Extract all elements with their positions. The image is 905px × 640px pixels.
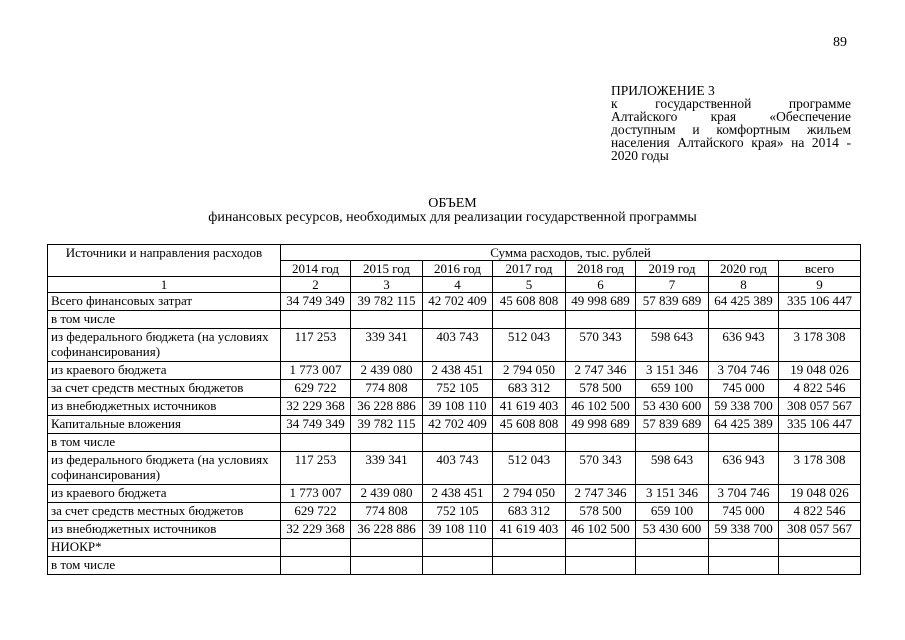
value-cell: 512 043 bbox=[493, 329, 566, 362]
value-cell: 39 782 115 bbox=[351, 416, 423, 434]
value-cell: 2 747 346 bbox=[566, 485, 636, 503]
value-cell: 39 782 115 bbox=[351, 293, 423, 311]
value-cell bbox=[281, 557, 351, 575]
table-row bbox=[48, 503, 861, 521]
year-header: 2014 год bbox=[281, 261, 351, 277]
row-label: за счет средств местных бюджетов bbox=[48, 503, 281, 521]
row-label: из краевого бюджета bbox=[48, 485, 281, 503]
value-cell bbox=[636, 311, 709, 329]
value-cell: 745 000 bbox=[709, 503, 779, 521]
value-cell: 117 253 bbox=[281, 452, 351, 485]
value-cell: 64 425 389 bbox=[709, 293, 779, 311]
value-cell: 34 749 349 bbox=[281, 293, 351, 311]
table-row bbox=[48, 434, 861, 452]
value-cell: 19 048 026 bbox=[779, 362, 861, 380]
year-header: 2016 год bbox=[423, 261, 493, 277]
value-cell bbox=[423, 557, 493, 575]
row-label: в том числе bbox=[48, 311, 281, 329]
value-cell: 3 178 308 bbox=[779, 329, 861, 362]
value-cell: 32 229 368 bbox=[281, 398, 351, 416]
value-cell bbox=[709, 557, 779, 575]
column-number: 5 bbox=[493, 277, 566, 293]
value-cell: 57 839 689 bbox=[636, 416, 709, 434]
header-row-column-numbers bbox=[48, 277, 861, 293]
value-cell: 59 338 700 bbox=[709, 521, 779, 539]
value-cell bbox=[351, 539, 423, 557]
table-row bbox=[48, 539, 861, 557]
row-label: Капитальные вложения bbox=[48, 416, 281, 434]
value-cell: 2 747 346 bbox=[566, 362, 636, 380]
value-cell: 2 439 080 bbox=[351, 485, 423, 503]
table-row bbox=[48, 380, 861, 398]
value-cell bbox=[779, 434, 861, 452]
value-cell: 512 043 bbox=[493, 452, 566, 485]
table-body bbox=[48, 293, 861, 575]
value-cell: 339 341 bbox=[351, 329, 423, 362]
value-cell: 3 178 308 bbox=[779, 452, 861, 485]
expenses-table bbox=[47, 244, 861, 575]
value-cell bbox=[566, 557, 636, 575]
value-cell bbox=[709, 434, 779, 452]
year-header: всего bbox=[779, 261, 861, 277]
document-title: ОБЪЕМ bbox=[428, 196, 477, 211]
value-cell bbox=[709, 539, 779, 557]
value-cell: 308 057 567 bbox=[779, 398, 861, 416]
value-cell: 39 108 110 bbox=[423, 521, 493, 539]
year-header: 2015 год bbox=[351, 261, 423, 277]
table-row bbox=[48, 452, 861, 485]
value-cell bbox=[566, 311, 636, 329]
table-row bbox=[48, 416, 861, 434]
value-cell: 2 438 451 bbox=[423, 485, 493, 503]
value-cell: 578 500 bbox=[566, 380, 636, 398]
table-row bbox=[48, 521, 861, 539]
value-cell bbox=[423, 539, 493, 557]
value-cell: 3 151 346 bbox=[636, 485, 709, 503]
value-cell bbox=[351, 557, 423, 575]
value-cell: 598 643 bbox=[636, 329, 709, 362]
value-cell: 3 704 746 bbox=[709, 485, 779, 503]
value-cell bbox=[493, 311, 566, 329]
value-cell: 774 808 bbox=[351, 503, 423, 521]
value-cell: 403 743 bbox=[423, 329, 493, 362]
row-label: Всего финансовых затрат bbox=[48, 293, 281, 311]
appendix-text: к государственной программе Алтайского края «Обеспечение доступным и комфортным жильем населения Алтайского края» на 2014 - 2020 годы bbox=[611, 96, 851, 163]
value-cell: 36 228 886 bbox=[351, 398, 423, 416]
value-cell: 42 702 409 bbox=[423, 416, 493, 434]
value-cell: 36 228 886 bbox=[351, 521, 423, 539]
year-header: 2019 год bbox=[636, 261, 709, 277]
value-cell: 659 100 bbox=[636, 503, 709, 521]
column-number: 1 bbox=[48, 277, 281, 293]
value-cell: 578 500 bbox=[566, 503, 636, 521]
table-row bbox=[48, 485, 861, 503]
value-cell: 636 943 bbox=[709, 329, 779, 362]
row-label: из краевого бюджета bbox=[48, 362, 281, 380]
value-cell: 45 608 808 bbox=[493, 293, 566, 311]
value-cell: 117 253 bbox=[281, 329, 351, 362]
value-cell: 45 608 808 bbox=[493, 416, 566, 434]
table-row bbox=[48, 329, 861, 362]
value-cell bbox=[709, 311, 779, 329]
value-cell bbox=[636, 434, 709, 452]
value-cell bbox=[281, 434, 351, 452]
value-cell: 59 338 700 bbox=[709, 398, 779, 416]
value-cell: 42 702 409 bbox=[423, 293, 493, 311]
value-cell bbox=[351, 434, 423, 452]
value-cell: 46 102 500 bbox=[566, 398, 636, 416]
value-cell bbox=[493, 434, 566, 452]
year-header: 2020 год bbox=[709, 261, 779, 277]
appendix-heading: ПРИЛОЖЕНИЕ 3 bbox=[611, 83, 715, 98]
value-cell: 3 151 346 bbox=[636, 362, 709, 380]
value-cell: 3 704 746 bbox=[709, 362, 779, 380]
value-cell: 570 343 bbox=[566, 329, 636, 362]
table-row bbox=[48, 311, 861, 329]
value-cell: 2 439 080 bbox=[351, 362, 423, 380]
row-label: в том числе bbox=[48, 434, 281, 452]
value-cell: 683 312 bbox=[493, 503, 566, 521]
appendix-note bbox=[611, 84, 851, 162]
value-cell bbox=[281, 311, 351, 329]
value-cell: 49 998 689 bbox=[566, 293, 636, 311]
row-label: из внебюджетных источников bbox=[48, 398, 281, 416]
value-cell bbox=[779, 539, 861, 557]
document-subtitle: финансовых ресурсов, необходимых для реализации государственной программы bbox=[208, 210, 697, 225]
value-cell: 39 108 110 bbox=[423, 398, 493, 416]
value-cell bbox=[566, 539, 636, 557]
value-cell: 53 430 600 bbox=[636, 521, 709, 539]
value-cell bbox=[566, 434, 636, 452]
row-label: из федерального бюджета (на условиях софинансирования) bbox=[48, 329, 281, 362]
value-cell: 64 425 389 bbox=[709, 416, 779, 434]
value-cell: 53 430 600 bbox=[636, 398, 709, 416]
row-label: за счет средств местных бюджетов bbox=[48, 380, 281, 398]
value-cell: 570 343 bbox=[566, 452, 636, 485]
header-row-top bbox=[48, 245, 861, 261]
value-cell: 774 808 bbox=[351, 380, 423, 398]
value-cell: 339 341 bbox=[351, 452, 423, 485]
table-row bbox=[48, 557, 861, 575]
value-cell: 745 000 bbox=[709, 380, 779, 398]
column-number: 2 bbox=[281, 277, 351, 293]
value-cell: 335 106 447 bbox=[779, 416, 861, 434]
value-cell: 19 048 026 bbox=[779, 485, 861, 503]
row-label: в том числе bbox=[48, 557, 281, 575]
value-cell: 57 839 689 bbox=[636, 293, 709, 311]
value-cell: 2 794 050 bbox=[493, 485, 566, 503]
value-cell bbox=[779, 557, 861, 575]
column-number: 9 bbox=[779, 277, 861, 293]
value-cell: 32 229 368 bbox=[281, 521, 351, 539]
value-cell bbox=[423, 311, 493, 329]
year-header: 2017 год bbox=[493, 261, 566, 277]
value-cell bbox=[493, 557, 566, 575]
value-cell: 4 822 546 bbox=[779, 380, 861, 398]
table-row bbox=[48, 398, 861, 416]
value-cell: 403 743 bbox=[423, 452, 493, 485]
column-number: 3 bbox=[351, 277, 423, 293]
column-number: 6 bbox=[566, 277, 636, 293]
table-row bbox=[48, 293, 861, 311]
value-cell: 752 105 bbox=[423, 380, 493, 398]
value-cell bbox=[281, 539, 351, 557]
column-number: 8 bbox=[709, 277, 779, 293]
value-cell: 308 057 567 bbox=[779, 521, 861, 539]
value-cell: 335 106 447 bbox=[779, 293, 861, 311]
column-number: 4 bbox=[423, 277, 493, 293]
value-cell: 683 312 bbox=[493, 380, 566, 398]
value-cell: 49 998 689 bbox=[566, 416, 636, 434]
value-cell bbox=[493, 539, 566, 557]
row-label: из внебюджетных источников bbox=[48, 521, 281, 539]
value-cell: 1 773 007 bbox=[281, 485, 351, 503]
value-cell: 2 438 451 bbox=[423, 362, 493, 380]
value-cell: 629 722 bbox=[281, 503, 351, 521]
value-cell: 752 105 bbox=[423, 503, 493, 521]
value-cell bbox=[779, 311, 861, 329]
column-number: 7 bbox=[636, 277, 709, 293]
value-cell: 1 773 007 bbox=[281, 362, 351, 380]
value-cell bbox=[423, 434, 493, 452]
page-number: 89 bbox=[833, 35, 847, 50]
sum-header: Сумма расходов, тыс. рублей bbox=[281, 245, 861, 261]
table-row bbox=[48, 362, 861, 380]
value-cell: 629 722 bbox=[281, 380, 351, 398]
row-label: НИОКР* bbox=[48, 539, 281, 557]
value-cell bbox=[636, 539, 709, 557]
year-header: 2018 год bbox=[566, 261, 636, 277]
row-label: из федерального бюджета (на условиях софинансирования) bbox=[48, 452, 281, 485]
value-cell: 41 619 403 bbox=[493, 521, 566, 539]
value-cell: 4 822 546 bbox=[779, 503, 861, 521]
value-cell bbox=[636, 557, 709, 575]
value-cell: 2 794 050 bbox=[493, 362, 566, 380]
value-cell bbox=[351, 311, 423, 329]
value-cell: 46 102 500 bbox=[566, 521, 636, 539]
value-cell: 34 749 349 bbox=[281, 416, 351, 434]
value-cell: 41 619 403 bbox=[493, 398, 566, 416]
value-cell: 659 100 bbox=[636, 380, 709, 398]
source-header: Источники и направления расходов bbox=[48, 245, 281, 277]
value-cell: 636 943 bbox=[709, 452, 779, 485]
value-cell: 598 643 bbox=[636, 452, 709, 485]
